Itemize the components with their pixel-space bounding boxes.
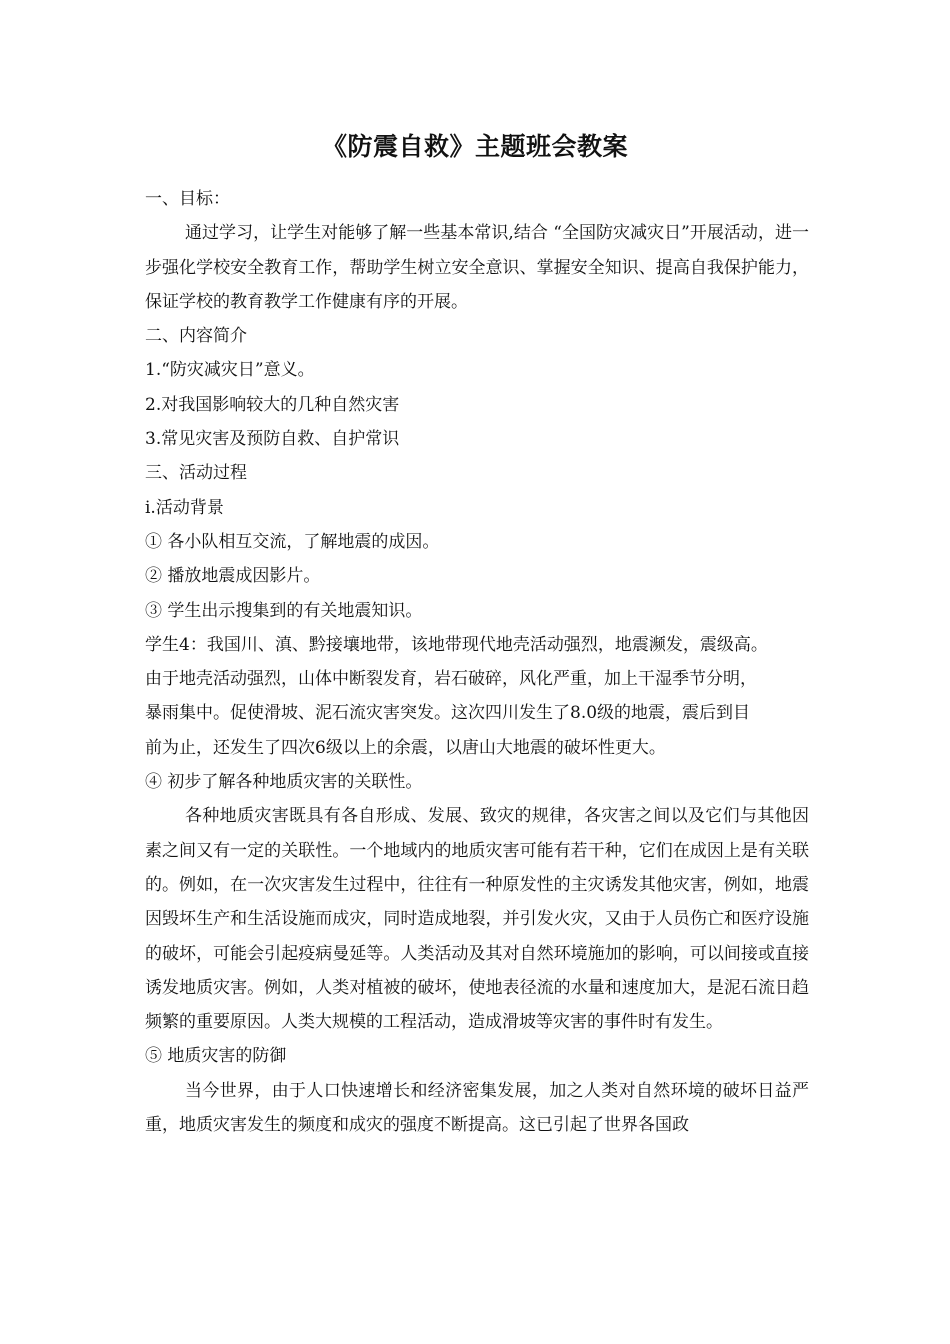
step-1: ① 各小队相互交流，了解地震的成因。 — [145, 531, 440, 552]
step-4: ④ 初步了解各种地质灾害的关联性。 — [145, 772, 423, 793]
step-3: ③ 学生出示搜集到的有关地震知识。 — [145, 600, 423, 621]
step-2: ② 播放地震成因影片。 — [145, 566, 321, 587]
document-title: 《防震自救》主题班会教案 — [321, 132, 628, 161]
student4-line-1: 学生4：我国川、滇、黔接壤地带，该地带现代地壳活动强烈，地震濒发，震级高。 — [145, 634, 768, 655]
subheading-background: ⅰ.活动背景 — [145, 497, 224, 518]
content-item-1: 1.“防灾减灾日”意义。 — [145, 360, 315, 381]
step-5: ⑤ 地质灾害的防御 — [145, 1046, 287, 1067]
goals-paragraph: 通过学习，让学生对能够了解一些基本常识,结合 “全国防灾减灾日”开展活动，进一步强化学校安全教育工作，帮助学生树立安全意识、掌握安全知识、提高自我保护能力，保证学校的教育教学工作健康有序的开展。 — [145, 223, 809, 312]
section-heading-content: 二、内容简介 — [145, 326, 247, 347]
content-item-2: 2.对我国影响较大的几种自然灾害 — [145, 394, 400, 415]
step-4-paragraph: 各种地质灾害既具有各自形成、发展、致灾的规律，各灾害之间以及它们与其他因素之间又有一定的关联性。一个地域内的地质灾害可能有若干种，它们在成因上是有关联的。例如，在一次灾害发生过程中，往往有一种原发性的主灾诱发其他灾害，例如，地震因毁坏生产和生活设施而成灾，同时造成地裂，并引发火灾，又由于人员伤亡和医疗设施的破坏，可能会引起疫病曼延等。人类活动及其对自然环境施加的影响，可以间接或直接诱发地质灾害。例如，人类对植被的破坏，使地表径流的水量和速度加大，是泥石流日趋频繁的重要原因。人类大规模的工程活动，造成滑坡等灾害的事件时有发生。 — [145, 806, 809, 1033]
document-body — [145, 182, 809, 1142]
student4-line-4: 前为止，还发生了四次6级以上的余震，以唐山大地震的破坏性更大。 — [145, 737, 666, 758]
section-heading-goals: 一、目标： — [145, 189, 230, 209]
content-item-3: 3.常见灾害及预防自救、自护常识 — [145, 429, 400, 450]
step-5-paragraph: 当今世界，由于人口快速增长和经济密集发展，加之人类对自然环境的破坏日益严重，地质灾害发生的频度和成灾的强度不断提高。这已引起了世界各国政 — [145, 1080, 809, 1136]
student4-line-3: 暴雨集中。促使滑坡、泥石流灾害突发。这次四川发生了8.0级的地震，震后到目 — [145, 703, 751, 724]
student4-line-2: 由于地壳活动强烈，山体中断裂发育，岩石破碎，风化严重，加上干湿季节分明， — [145, 669, 757, 690]
section-heading-process: 三、活动过程 — [145, 463, 247, 484]
